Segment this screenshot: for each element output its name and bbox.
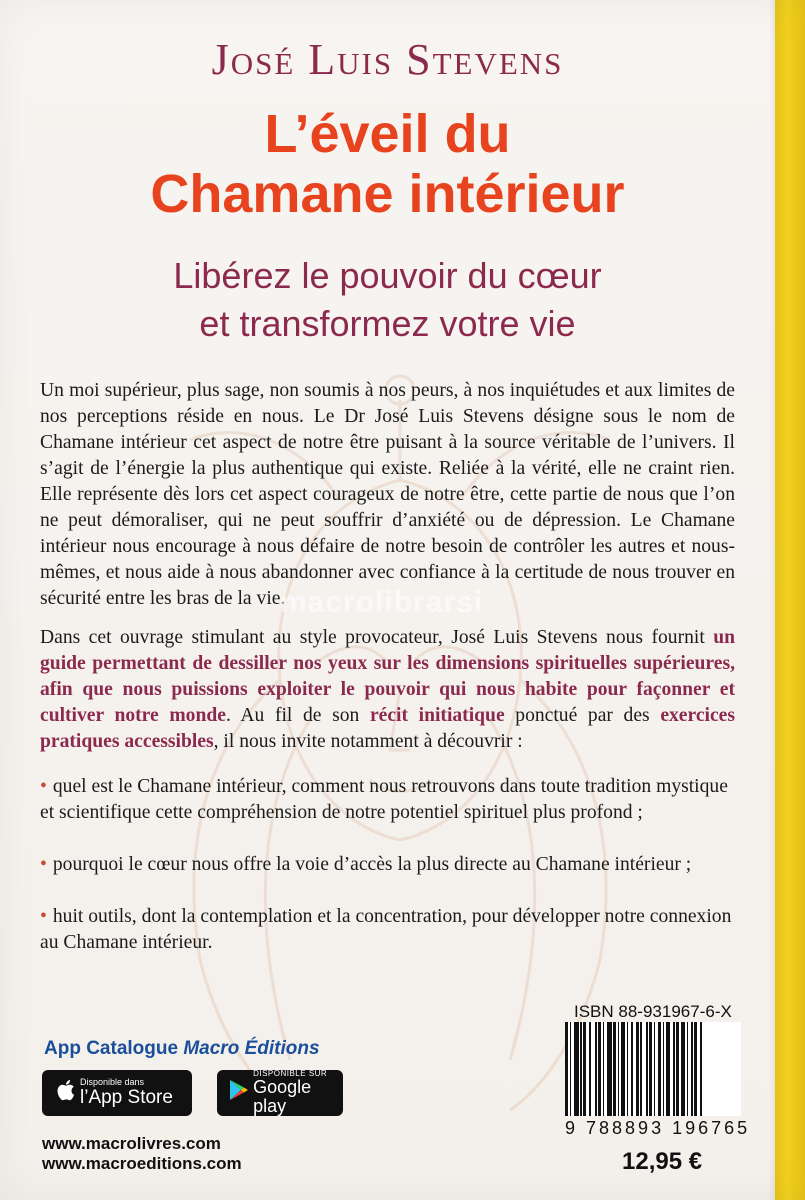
watermark-logo: macrolibrarsi [280,586,484,619]
isbn-number: ISBN 88-931967-6-X [574,1002,732,1021]
app-store-small-label: Disponible dans [80,1077,145,1088]
app-catalogue-label: App Catalogue [44,1038,184,1059]
title-line-1: L’éveil du [264,104,511,164]
google-play-badge[interactable] [217,1070,343,1116]
title-line-2: Chamane intérieur [150,164,625,224]
bullet-text: pourquoi le cœur nous offre la voie d’accès la plus directe au Chamane intérieur ; [52,854,692,875]
author-name: José Luis Stevens [211,35,564,84]
p2-highlight-2: récit initiatique [369,705,505,726]
website-link[interactable]: www.macroeditions.com [42,1154,242,1173]
ean-number: 9 788893 196765 [565,1118,751,1138]
blurb-paragraph-2 [40,625,735,755]
yellow-spine-strip [775,0,805,1200]
google-play-label: Google play [253,1077,312,1117]
p2-text-d: , il nous invite notamment à découvrir : [213,731,523,752]
app-catalogue-brand: Macro Éditions [183,1038,320,1059]
bullet-item [40,774,735,826]
barcode [565,1022,741,1116]
app-store-label: l’App Store [80,1086,173,1108]
book-title [0,104,775,224]
bullet-dot: • [40,854,47,875]
p2-highlight-3: exercices pratiques accessibles [40,705,736,752]
bullet-item [40,904,735,956]
website-link[interactable]: www.macrolivres.com [42,1134,221,1153]
p2-highlight-1: un guide permettant de dessiller nos yeux sur les dimensions spirituelles supérieures, afin que nous puissions exploiter le pouvoir qui nous habite pour façonner et cultiver notre monde [40,627,735,726]
p2-text-b: . Au fil de son [225,705,370,726]
google-play-small-label: DISPONIBLE SUR [253,1068,328,1078]
app-store-badge[interactable] [42,1070,192,1116]
book-subtitle [0,252,775,348]
bullet-dot: • [40,776,47,797]
p2-text-a: Dans cet ouvrage stimulant au style provocateur, José Luis Stevens nous fournit [40,627,714,648]
subtitle-line-1: Libérez le pouvoir du cœur [173,255,602,296]
google-play-icon [225,1079,253,1107]
barcode-bar [702,1022,704,1116]
p2-text-c: ponctué par des [504,705,661,726]
bullet-text: huit outils, dont la contemplation et la concentration, pour développer notre connexion au Chamane intérieur. [40,906,732,953]
bullet-text: quel est le Chamane intérieur, comment nous retrouvons dans toute tradition mystique et scientifique cette compréhension de notre potentiel spirituel plus profond ; [40,776,728,823]
subtitle-line-2: et transformez votre vie [199,303,576,344]
apple-icon [50,1078,80,1108]
blurb-paragraph-1: Un moi supérieur, plus sage, non soumis à nos peurs, à nos inquiétudes et aux limites de nos perceptions réside en nous. Le Dr José Luis Stevens désigne sous le nom de Chamane intérieur cet aspect de notre être puisant à la source véritable de l’univers. Il s’agit de l’énergie la plus authentique qui existe. Reliée à la vérité, elle ne craint rien. Elle représente dès lors cet aspect courageux de notre être, cette partie de nous que l’on ne peut démoraliser, qui ne peut souffrir d’anxiété ou de dépression. Le Chamane intérieur nous encourage à nous défaire de notre besoin de contrôler les autres et nous-mêmes, et nous aide à nous abandonner avec confiance à la certitude de nous trouver en sécurité entre les bras de la vie. [40,380,735,609]
price: 12,95 € [622,1148,703,1175]
bullet-dot: • [40,906,47,927]
bullet-item [40,852,735,878]
app-catalogue-heading [44,1038,320,1060]
